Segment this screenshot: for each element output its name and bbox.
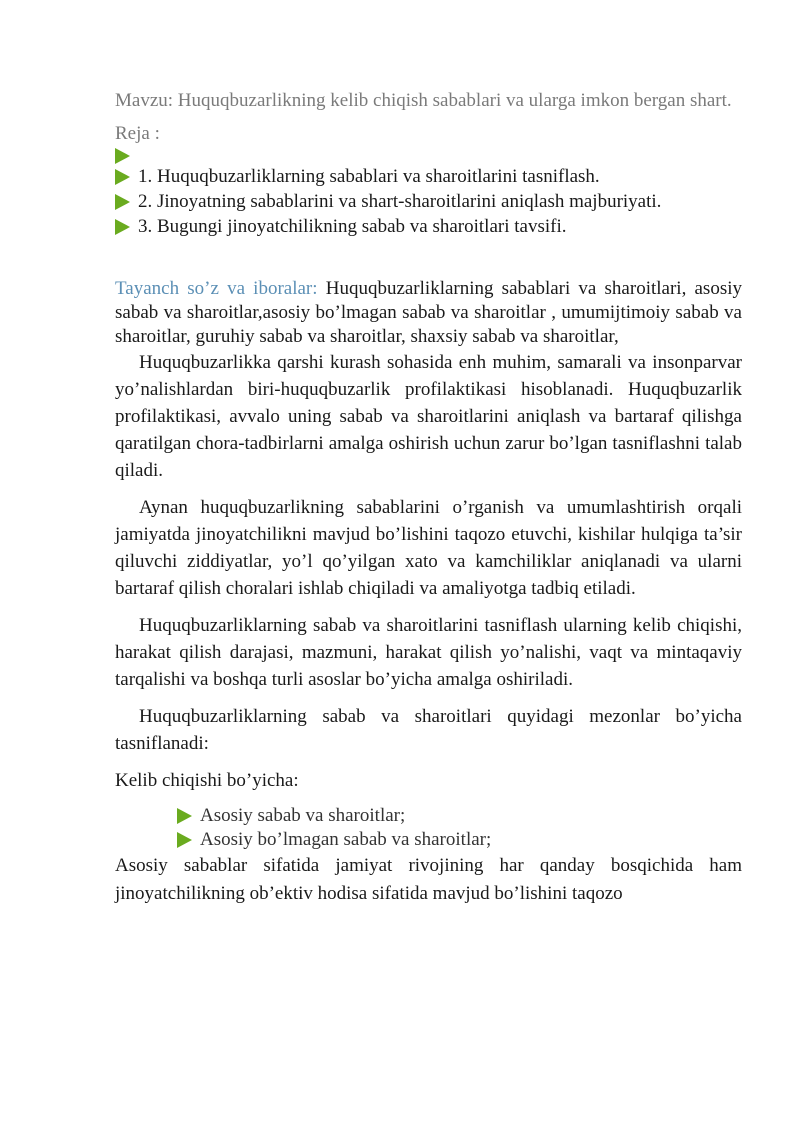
body-paragraph: Huquqbuzarliklarning sabab va sharoitlarini tasniflash ularning kelib chiqishi, harakat qilish darajasi, mazmuni, harakat qilish yo’nalishi, vaqt va mintaqaviy tarqalishi va boshqa turli asoslar bo’yicha amalga oshiriladi. [115, 615, 742, 690]
closing-paragraph: Asosiy sabablar sifatida jamiyat rivojining har qanday bosqichida ham jinoyatchilikning ob’ektiv hodisa sifatida mavjud bo’lishini taqozo [115, 855, 742, 904]
keywords-text: Huquqbuzarliklarning sabablari va sharoitlari, asosiy sabab va sharoitlar,asosiy bo’lmagan sabab va sharoitlar , umumijtimoiy sabab va sharoitlar, guruhiy sabab va sharoitlar, shaxsiy sabab va sharoitlar, [115, 278, 742, 347]
plan-item: 3. Bugungi jinoyatchilikning sabab va sharoitlari tavsifi. [115, 214, 742, 239]
origin-item: Asosiy sabab va sharoitlar; [177, 804, 742, 828]
triangle-bullet-icon [177, 832, 192, 848]
triangle-bullet-icon [115, 219, 130, 235]
keywords-label: Tayanch so’z va iboralar: [115, 278, 318, 299]
origin-list [177, 804, 742, 852]
triangle-bullet-icon [177, 808, 192, 824]
topic-heading: Mavzu: Huquqbuzarlikning kelib chiqish sabablari va ularga imkon bergan shart. [115, 90, 732, 111]
origin-heading: Kelib chiqishi bo’yicha: [115, 770, 299, 791]
body-paragraph: Huquqbuzarliklarning sabab va sharoitlari quyidagi mezonlar bo’yicha tasniflanadi: [115, 706, 742, 754]
plan-list [115, 148, 742, 239]
body-paragraph: Aynan huquqbuzarlikning sabablarini o’rganish va umumlashtirish orqali jamiyatda jinoyatchilikni mavjud bo’lishini taqozo etuvchi, kishilar hulqiga ta’sir qiluvchi ziddiyatlar, yo’l qo’yilgan xato va kamchiliklar aniqlanadi va ularni bartaraf qilish choralari ishlab chiqiladi va amaliyotga tadbiq etiladi. [115, 497, 742, 599]
triangle-bullet-icon [115, 148, 130, 164]
plan-item: 1. Huquqbuzarliklarning sabablari va sharoitlarini tasniflash. [115, 164, 742, 189]
plan-title: Reja : [115, 123, 160, 144]
triangle-bullet-icon [115, 169, 130, 185]
origin-item: Asosiy bo’lmagan sabab va sharoitlar; [177, 828, 742, 852]
plan-item [115, 148, 742, 164]
keywords-paragraph [115, 277, 742, 349]
plan-item: 2. Jinoyatning sabablarini va shart-sharoitlarini aniqlash majburiyati. [115, 189, 742, 214]
triangle-bullet-icon [115, 194, 130, 210]
document-page [115, 88, 742, 908]
body-paragraph: Huquqbuzarlikka qarshi kurash sohasida enh muhim, samarali va insonparvar yo’nalishlardan biri-huquqbuzarlik profilaktikasi hisoblanadi. Huquqbuzarlik profilaktikasi, avvalo uning sabab va sharoitlarini aniqlash va bartaraf qilishga qaratilgan chora-tadbirlarni amalga oshirish uchun zarur bo’lgan tasniflashni talab qiladi. [115, 352, 742, 481]
